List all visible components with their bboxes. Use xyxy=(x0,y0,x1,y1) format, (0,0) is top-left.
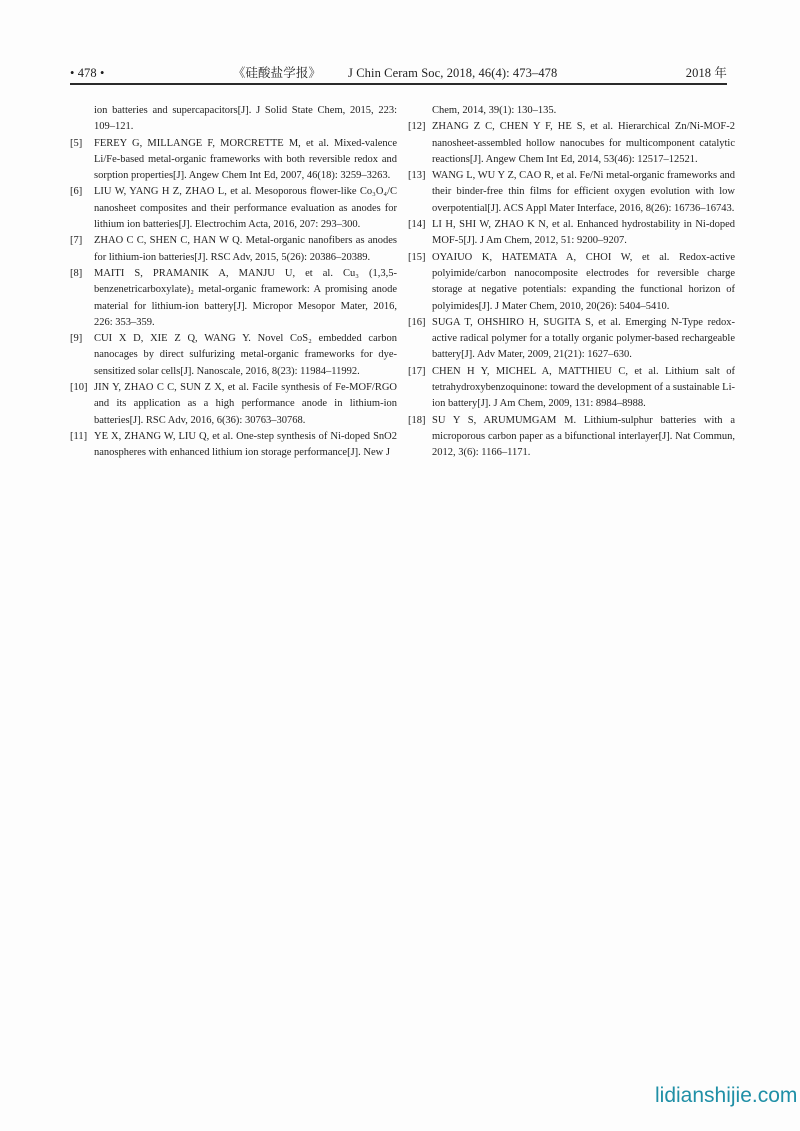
reference-number: [13] xyxy=(408,170,426,182)
reference-item xyxy=(70,331,397,380)
reference-text: ZHANG Z C, CHEN Y F, HE S, et al. Hierarchical Zn/Ni-MOF-2 nanosheet-assembled hollow nanocubes for multicomponent catalytic reactions[J]. Angew Chem Int Ed, 2014, 53(46): 12517–12521. xyxy=(432,121,735,165)
reference-text: CHEN H Y, MICHEL A, MATTHIEU C, et al. Lithium salt of tetrahydroxybenzoquinone: toward the development of a sustainable Li-ion battery[J]. J Am Chem, 2009, 131: 8984–8988. xyxy=(432,365,735,410)
reference-item xyxy=(408,168,735,217)
reference-item xyxy=(408,250,735,315)
references-section xyxy=(70,103,735,462)
reference-text: FEREY G, MILLANGE F, MORCRETTE M, et al. Mixed-valence Li/Fe-based metal-organic frameworks with both reversible redox and sorption properties[J]. Angew Chem Int Ed, 2007, 46(18): 3259–3263. xyxy=(94,137,397,182)
reference-number: [12] xyxy=(408,121,426,133)
reference-number: [10] xyxy=(70,382,88,394)
reference-item xyxy=(408,413,735,462)
reference-item xyxy=(408,315,735,364)
reference-text: JIN Y, ZHAO C C, SUN Z X, et al. Facile synthesis of Fe-MOF/RGO and its application as a high performance anode in lithium-ion batteries[J]. RSC Adv, 2016, 6(36): 30763–30768. xyxy=(94,382,397,426)
reference-item xyxy=(70,103,397,136)
reference-item xyxy=(408,364,735,413)
reference-number: [17] xyxy=(408,365,426,377)
reference-text: ion batteries and supercapacitors[J]. J Solid State Chem, 2015, 223: 109–121. xyxy=(94,105,397,133)
page-number: • 478 • xyxy=(70,66,105,80)
reference-text: SU Y S, ARUMUMGAM M. Lithium-sulphur batteries with a microporous carbon paper as a bifunctional interlayer[J]. Nat Commun, 2012, 3(6): 1166–1171. xyxy=(432,414,735,459)
reference-text: YE X, ZHANG W, LIU Q, et al. One-step synthesis of Ni-doped SnO2 nanospheres with enhanced lithium ion storage performance[J]. New J xyxy=(94,430,397,459)
references-left-column xyxy=(70,103,397,462)
reference-item xyxy=(408,119,735,168)
running-header xyxy=(70,63,727,81)
reference-item xyxy=(70,429,397,462)
reference-item xyxy=(408,103,735,119)
header-divider xyxy=(70,83,727,85)
reference-text: CUI X D, XIE Z Q, WANG Y. Novel CoS₂ embedded carbon nanocages by direct sulfurizing metal-organic frameworks for dye-sensitized solar cells[J]. Nanoscale, 2016, 8(23): 11984–11992. xyxy=(94,333,397,377)
reference-number: [6] xyxy=(70,186,83,198)
reference-item xyxy=(70,233,397,266)
reference-text: LIU W, YANG H Z, ZHAO L, et al. Mesoporous flower-like Co₃O₄/C nanosheet composites and their performance evaluation as anodes for lithium ion batteries[J]. Electrochim Acta, 2016, 207: 293–300. xyxy=(94,186,397,231)
watermark-site-url: lidianshijie.com xyxy=(655,1084,798,1107)
reference-text: LI H, SHI W, ZHAO K N, et al. Enhanced hydrostability in Ni-doped MOF-5[J]. J Am Chem, 2012, 51: 9200–9207. xyxy=(432,219,735,247)
reference-number: [9] xyxy=(70,333,83,345)
reference-text: ZHAO C C, SHEN C, HAN W Q. Metal-organic nanofibers as anodes for lithium-ion batteries[J]. RSC Adv, 2015, 5(26): 20386–20389. xyxy=(94,235,397,263)
reference-text: SUGA T, OHSHIRO H, SUGITA S, et al. Emerging N-Type redox-active radical polymer for a totally organic polymer-based rechargeable battery[J]. Adv Mater, 2009, 21(21): 1627–630. xyxy=(432,316,735,361)
year-label: 2018 年 xyxy=(685,66,727,80)
reference-text: WANG L, WU Y Z, CAO R, et al. Fe/Ni metal-organic frameworks and their binder-free thin films for efficient oxygen evolution with low overpotential[J]. ACS Appl Mater Interface, 2016, 8(26): 16736–16743. xyxy=(432,170,735,214)
reference-number: [16] xyxy=(408,316,426,328)
reference-text: Chem, 2014, 39(1): 130–135. xyxy=(432,105,557,116)
reference-number: [11] xyxy=(70,430,88,442)
journal-title-cn: 《硅酸盐学报》 xyxy=(232,66,322,80)
reference-item xyxy=(70,184,397,233)
reference-number: [5] xyxy=(70,137,83,149)
reference-number: [14] xyxy=(408,219,426,231)
journal-citation: J Chin Ceram Soc, 2018, 46(4): 473–478 xyxy=(348,66,558,80)
reference-text: MAITI S, PRAMANIK A, MANJU U, et al. Cu₃ (1,3,5-benzenetricarboxylate)₂ metal-organic framework: A promising anode material for lithium-ion battery[J]. Micropor Mesopor Mater, 2016, 226: 353–359. xyxy=(94,267,397,328)
reference-number: [15] xyxy=(408,251,426,263)
reference-item xyxy=(70,380,397,429)
reference-text: OYAIUO K, HATEMATA A, CHOI W, et al. Redox-active polyimide/carbon nanocomposite electrodes for reversible charge storage at negative potentials: expanding the functional horizon of polyimides[J]. J Mater Chem, 2010, 20(26): 5404–5410. xyxy=(432,251,735,312)
reference-item xyxy=(70,266,397,331)
journal-header-center xyxy=(233,63,558,81)
reference-item xyxy=(70,136,397,185)
reference-number: [18] xyxy=(408,414,426,426)
reference-number: [7] xyxy=(70,235,83,247)
references-right-column xyxy=(408,103,735,462)
reference-item xyxy=(408,217,735,250)
reference-number: [8] xyxy=(70,267,83,279)
